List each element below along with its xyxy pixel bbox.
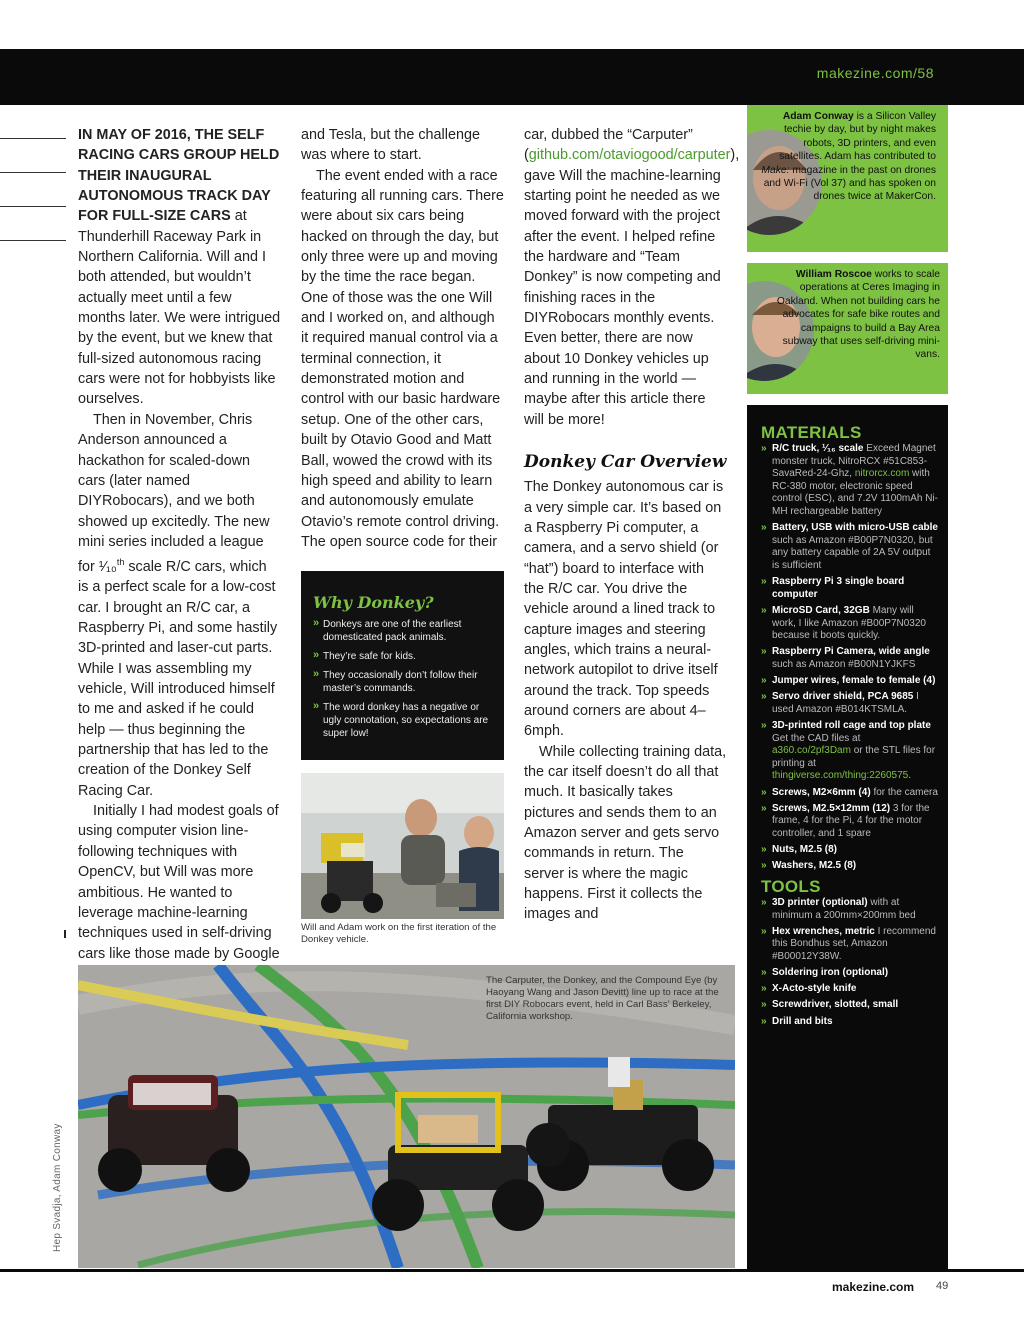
item-name: Nuts, M2.5 (8) bbox=[772, 844, 838, 856]
item-name: Soldering iron (optional) bbox=[772, 967, 889, 979]
item-name: MicroSD Card, 32GB bbox=[772, 604, 870, 616]
list-item bbox=[761, 605, 938, 643]
bullet-icon: » bbox=[313, 649, 320, 661]
article-paragraph: The event ended with a race featuring all running cars. There were about six cars being hacked on through the day, but only three were up and moving by the time the race began. One of those was the one Will and I worked on, and although it required manual control via a terminal connection, it demonstrated motion and control with our basic hardware setup. One of the other cars, built by Otavio Good and Matt Ball, wowed the crowd with its high speed and ability to learn and autonomously emulate Otavio’s remote control driving. The open source code for their bbox=[301, 167, 504, 550]
article-lead-tail: at Thunderhill Raceway Park in Northern California. Will and I both attended, but wouldn’t actually meet until a few months later. We were intrigued by the event, but we knew that full-sized autonomous racing cars were not for hobbyists like ourselves. bbox=[78, 208, 281, 408]
item-detail: such as Amazon #B00P7N0320, but any battery capable of 2A 5V output is sufficient bbox=[772, 534, 933, 571]
list-item bbox=[761, 967, 938, 980]
margin-rules bbox=[0, 105, 66, 241]
bullet-icon: » bbox=[761, 576, 767, 588]
list-item bbox=[761, 860, 938, 873]
list-item bbox=[313, 650, 492, 663]
bullet-icon: » bbox=[761, 1015, 767, 1027]
bio-text bbox=[765, 268, 940, 362]
list-item bbox=[313, 669, 492, 695]
photo-caption: Will and Adam work on the first iteration of the Donkey vehicle. bbox=[301, 922, 497, 945]
item-name: Hex wrenches, metric bbox=[772, 925, 875, 937]
bullet-icon: » bbox=[313, 617, 320, 629]
item-name: X-Acto-style knife bbox=[772, 983, 857, 995]
item-detail: 3 for the frame, 4 for the Pi, 4 for the motor controller, and 1 spare bbox=[772, 802, 930, 839]
bio-name: William Roscoe bbox=[795, 269, 872, 280]
bio-text-span: works to scale operations at Ceres Imaging in Oakland. When not building cars he advocates for safe bike routes and campaigns to build a Bay Area subway that uses self-driving mini-vans. bbox=[776, 269, 940, 361]
list-item bbox=[761, 691, 938, 716]
list-item bbox=[761, 1016, 938, 1029]
bullet-icon: » bbox=[761, 646, 767, 658]
list-item bbox=[761, 844, 938, 857]
page-number: 49 bbox=[936, 1280, 949, 1292]
item-detail: or the STL files for printing at bbox=[772, 745, 936, 769]
tools-list bbox=[761, 897, 938, 1028]
materials-sidebar bbox=[747, 405, 948, 1269]
thingiverse-link[interactable]: thingiverse.com/thing:2260575 bbox=[772, 770, 909, 782]
workshop-photo bbox=[301, 773, 504, 919]
why-donkey-box bbox=[301, 571, 504, 760]
item-name: 3D-printed roll cage and top plate bbox=[772, 720, 931, 732]
text-span: car, dubbed the “Carputer” ( bbox=[524, 127, 693, 164]
list-text: They occasionally don’t follow their master’s commands. bbox=[323, 670, 478, 694]
ordinal-suffix: th bbox=[116, 557, 125, 568]
list-text: The word donkey has a negative or ugly connotation, so expectations are super low! bbox=[323, 702, 489, 739]
list-item bbox=[761, 926, 938, 964]
item-detail: I used Amazon #B014KTSMLA. bbox=[772, 691, 919, 715]
photo-credit: Hep Svadja, Adam Conway bbox=[52, 1123, 63, 1252]
bullet-icon: » bbox=[761, 786, 767, 798]
bullet-icon: » bbox=[761, 967, 767, 979]
bullet-icon: » bbox=[761, 720, 767, 732]
bullet-icon: » bbox=[761, 802, 767, 814]
github-link[interactable]: github.com/otaviogood/carputer bbox=[528, 147, 731, 164]
list-item bbox=[313, 701, 492, 740]
bullet-icon: » bbox=[313, 700, 320, 712]
item-detail: . bbox=[908, 770, 911, 782]
bio-text bbox=[761, 110, 936, 204]
item-detail: Exceed Magnet monster truck, NitroRCX #51C853-SavaRed-24-Ghz, bbox=[772, 443, 936, 480]
item-detail: Many will work, I like Amazon #B00P7N0320 because it boots quickly. bbox=[772, 604, 926, 642]
item-name: Washers, M2.5 (8) bbox=[772, 860, 857, 872]
item-detail: I recommend this Bondhus set, Amazon #B00012Y38W. bbox=[772, 925, 936, 962]
item-detail: for the camera bbox=[870, 786, 938, 798]
article-paragraph bbox=[78, 410, 281, 801]
item-name: Battery, USB with micro-USB cable bbox=[772, 522, 938, 534]
author-bio-adam bbox=[747, 105, 948, 252]
list-item bbox=[761, 522, 938, 572]
bullet-icon: » bbox=[761, 999, 767, 1011]
article-paragraph bbox=[78, 125, 281, 410]
scale-fraction: ¹⁄₁₀ bbox=[98, 559, 117, 576]
footer-rule bbox=[0, 1269, 1024, 1272]
list-text: They’re safe for kids. bbox=[323, 651, 416, 662]
list-item bbox=[761, 787, 938, 800]
list-item bbox=[761, 983, 938, 996]
article-paragraph: and Tesla, but the challenge was where to start. bbox=[301, 127, 480, 164]
article-column-2 bbox=[301, 125, 504, 552]
item-name: Raspberry Pi Camera, wide angle bbox=[772, 646, 930, 658]
list-item bbox=[761, 675, 938, 688]
list-item bbox=[761, 999, 938, 1012]
author-bio-william bbox=[747, 263, 948, 394]
text-span: Then in November, Chris Anderson announced a hackathon for scaled-down cars (later named DIYRobocars), and we both showed up excitedly. The new mini series included a league for bbox=[78, 411, 270, 576]
item-detail: Get the CAD files at bbox=[772, 732, 861, 744]
article-column-1 bbox=[78, 125, 281, 964]
text-span: scale R/C cars, which is a perfect scale for a low-cost car. I brought an R/C car, a Raspberry Pi, and some hastily 3D-printed and laser-cut parts. While I was assembling my vehicle, Will introduced himself to me and asked if he could help — thus beginning the partnership that has led to the creation of the Donkey Self Racing Car. bbox=[78, 559, 278, 799]
list-item bbox=[761, 897, 938, 922]
list-item bbox=[761, 720, 938, 783]
item-name: Screws, M2.5×12mm (12) bbox=[772, 802, 891, 814]
item-detail: with RC-380 motor, electronic speed control (ESC), and 7.2V 1100mAh Ni-MH rechargeable battery bbox=[772, 468, 939, 517]
text-span: ), gave Will the machine-learning starting point he needed as we moved forward with the project after the event. I helped refine the hardware and “Team Donkey” is now competing and finishing races in the DIYRobocars monthly events. Even better, there are now about 10 Donkey vehicles up and running in the world — maybe after this article there will be more! bbox=[524, 147, 740, 428]
bio-text-span: is a Silicon Valley techie by day, but by night makes robots, 3D printers, and even satellites. Adam has contributed to bbox=[779, 111, 936, 163]
bullet-icon: » bbox=[761, 604, 767, 616]
bullet-icon: » bbox=[761, 925, 767, 937]
list-item bbox=[313, 618, 492, 644]
why-donkey-title: Why Donkey? bbox=[313, 593, 434, 612]
bullet-icon: » bbox=[761, 983, 767, 995]
bullet-icon: » bbox=[761, 443, 767, 454]
bullet-icon: » bbox=[761, 675, 767, 687]
item-detail: with at minimum a 200mm×200mm bed bbox=[772, 896, 916, 921]
bullet-icon: » bbox=[761, 860, 767, 872]
item-name: R/C truck, ¹⁄₁₆ scale bbox=[772, 443, 864, 454]
header-bar bbox=[0, 49, 1024, 105]
article-paragraph bbox=[524, 125, 740, 430]
bio-name: Adam Conway bbox=[782, 111, 854, 122]
workshop-photo-graphic bbox=[301, 773, 504, 919]
item-name: Screws, M2×6mm (4) bbox=[772, 786, 871, 798]
article-paragraph: The Donkey autonomous car is a very simple car. It’s based on a Raspberry Pi computer, a camera, and a servo shield (or “hat”) board to interface with the R/C car. You drive the vehicle around a lined track to capture images and steering angles, which trains a neural-network autopilot to drive itself around the track. Top speeds around corners are about 4–6mph. bbox=[524, 479, 724, 740]
tools-title: TOOLS bbox=[761, 876, 821, 896]
nitrorcx-link[interactable]: nitrorcx.com bbox=[854, 468, 910, 480]
list-item bbox=[761, 646, 938, 671]
article-paragraph: While collecting training data, the car itself doesn’t do all that much. It basically takes pictures and sends them to an Amazon server and gets servo commands in return. The server is where the magic happens. First it collects the images and bbox=[524, 743, 727, 923]
a360-link[interactable]: a360.co/2pf3Dam bbox=[772, 745, 851, 757]
section-heading: Donkey Car Overview bbox=[524, 452, 727, 473]
list-item bbox=[761, 576, 938, 601]
item-name: Screwdriver, slotted, small bbox=[772, 999, 899, 1011]
list-item bbox=[761, 443, 938, 519]
item-name: Drill and bits bbox=[772, 1015, 833, 1027]
list-item bbox=[761, 803, 938, 841]
article-paragraph: Initially I had modest goals of using computer vision line-following techniques with OpenCV, but Will was more ambitious. He wanted to leverage machine-learning techniques used in self-driving cars like those made by Google bbox=[78, 803, 280, 962]
materials-title: MATERIALS bbox=[761, 423, 862, 442]
bullet-icon: » bbox=[761, 896, 767, 908]
column-marker bbox=[64, 930, 66, 938]
bullet-icon: » bbox=[761, 844, 767, 856]
bio-text-span: magazine in the past on drones and Wi-Fi (Vol 37) and has spoken on drones twice at MakerCon. bbox=[763, 164, 936, 203]
materials-list bbox=[761, 443, 938, 873]
photo-caption: The Carputer, the Donkey, and the Compound Eye (by Haoyang Wang and Jason Devitt) line up to race at the first DIY Robocars event, held in Carl Bass’ Berkeley, California workshop. bbox=[486, 975, 719, 1022]
article-column-3 bbox=[524, 125, 740, 925]
bullet-icon: » bbox=[761, 522, 767, 534]
item-detail: such as Amazon #B00N1YJKFS bbox=[772, 658, 916, 670]
item-name: 3D printer (optional) bbox=[772, 896, 868, 908]
bullet-icon: » bbox=[761, 691, 767, 703]
bio-emphasis: Make: bbox=[761, 164, 790, 176]
item-name: Servo driver shield, PCA 9685 bbox=[772, 691, 914, 703]
item-name: Raspberry Pi 3 single board computer bbox=[772, 576, 905, 600]
item-name: Jumper wires, female to female (4) bbox=[772, 675, 936, 687]
bullet-icon: » bbox=[313, 668, 320, 680]
header-url[interactable]: makezine.com/58 bbox=[816, 65, 934, 81]
footer-site[interactable]: makezine.com bbox=[832, 1280, 915, 1294]
list-text: Donkeys are one of the earliest domesticated pack animals. bbox=[323, 619, 462, 643]
article-lead: IN MAY OF 2016, THE SELF RACING CARS GROUP HELD THEIR INAUGURAL AUTONOMOUS TRACK DAY FOR FULL-SIZE CARS bbox=[78, 127, 280, 225]
